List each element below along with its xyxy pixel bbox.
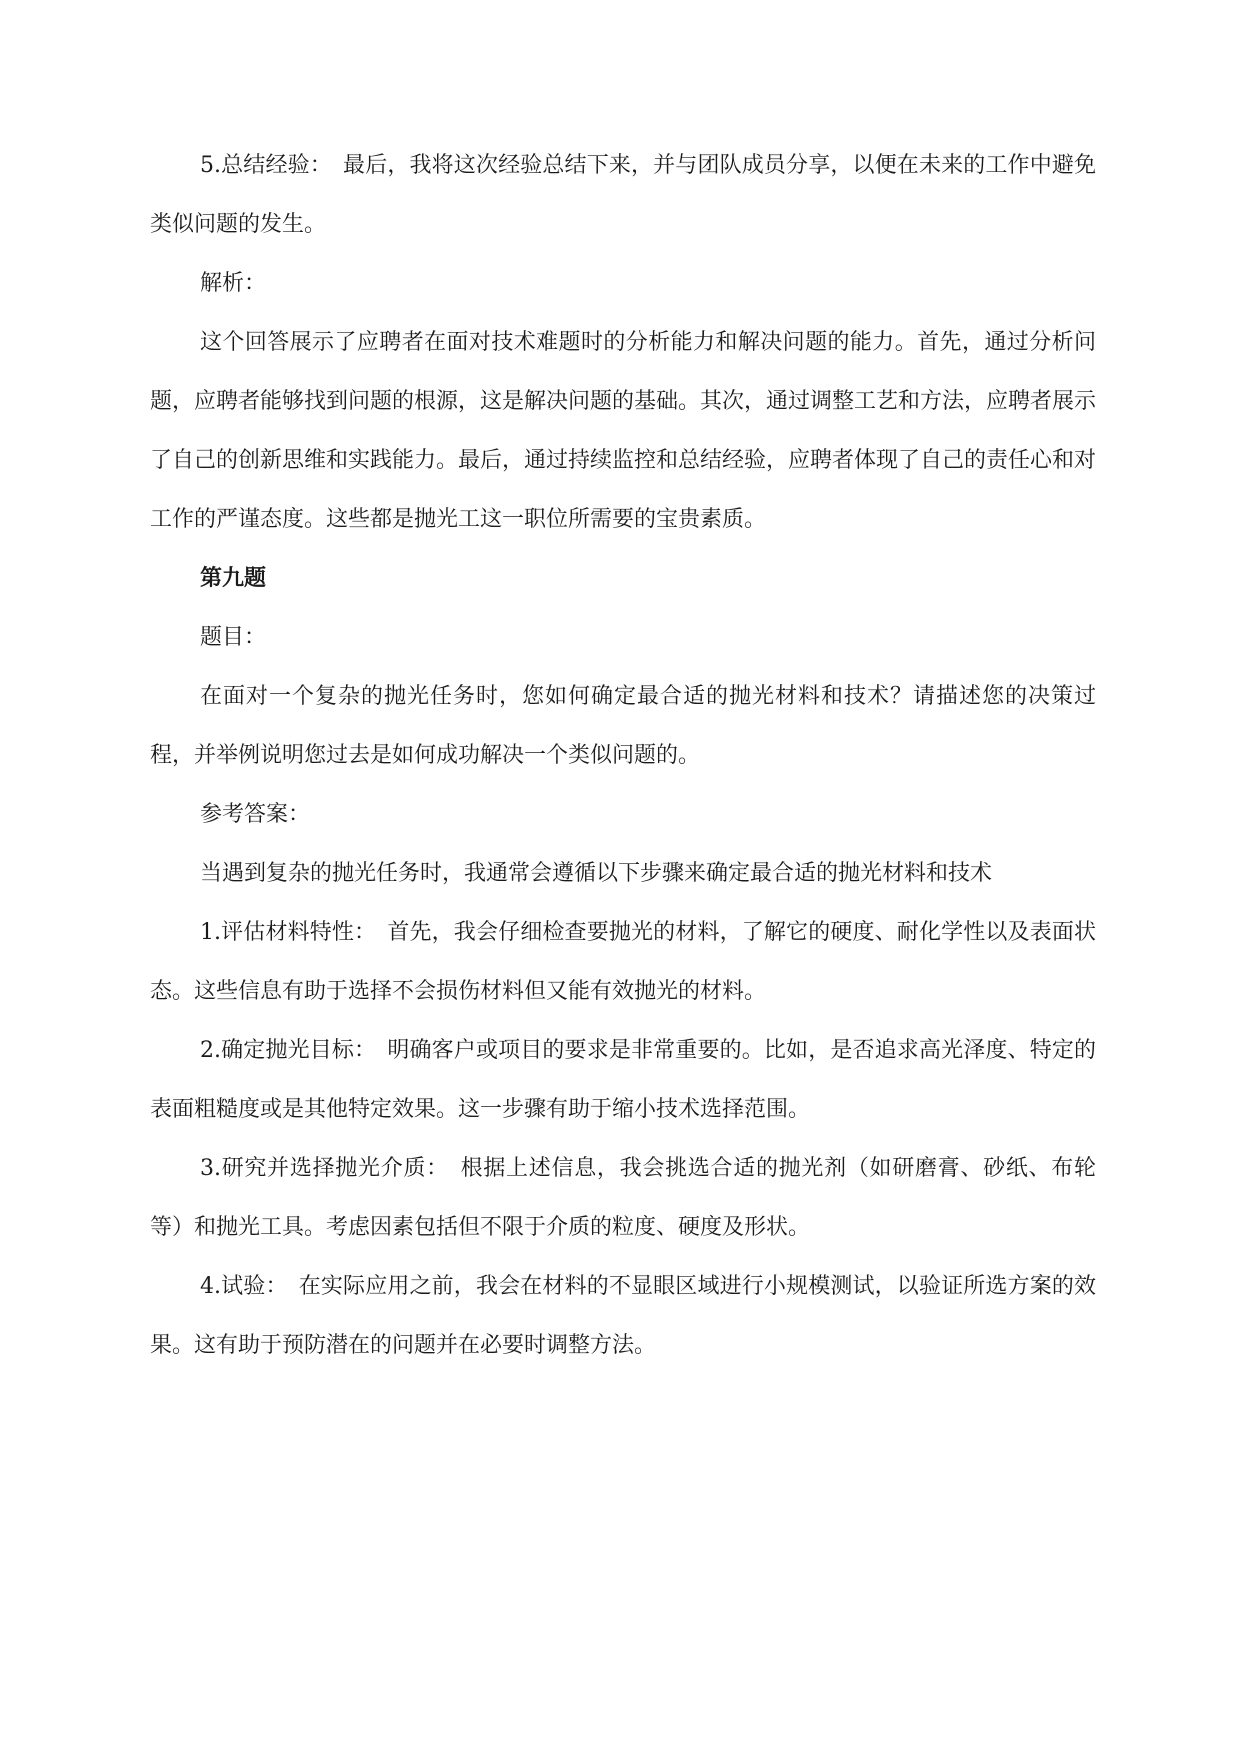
paragraph-step5-summary: 5.总结经验： 最后，我将这次经验总结下来，并与团队成员分享，以便在未来的工作中避免类似问题的发生。 [150, 153, 1096, 237]
paragraph-answer-label: 参考答案： [200, 802, 311, 827]
paragraph-step4: 4.试验： 在实际应用之前，我会在材料的不显眼区域进行小规模测试，以验证所选方案的效果。这有助于预防潜在的问题并在必要时调整方法。 [150, 1274, 1096, 1358]
paragraph-answer-intro: 当遇到复杂的抛光任务时，我通常会遵循以下步骤来确定最合适的抛光材料和技术 [200, 861, 993, 886]
paragraph-question-body: 在面对一个复杂的抛光任务时，您如何确定最合适的抛光材料和技术？请描述您的决策过程，并举例说明您过去是如何成功解决一个类似问题的。 [150, 684, 1096, 768]
paragraph-analysis-body: 这个回答展示了应聘者在面对技术难题时的分析能力和解决问题的能力。首先，通过分析问题，应聘者能够找到问题的根源，这是解决问题的基础。其次，通过调整工艺和方法，应聘者展示了自己的创新思维和实践能力。最后，通过持续监控和总结经验，应聘者体现了自己的责任心和对工作的严谨态度。这些都是抛光工这一职位所需要的宝贵素质。 [150, 330, 1097, 532]
paragraph-question-label: 题目： [200, 625, 267, 650]
document-body [150, 136, 1096, 1375]
paragraph-step2: 2.确定抛光目标： 明确客户或项目的要求是非常重要的。比如，是否追求高光泽度、特定的表面粗糙度或是其他特定效果。这一步骤有助于缩小技术选择范围。 [150, 1038, 1096, 1122]
paragraph-step3: 3.研究并选择抛光介质： 根据上述信息，我会挑选合适的抛光剂（如研磨膏、砂纸、布轮等）和抛光工具。考虑因素包括但不限于介质的粒度、硬度及形状。 [150, 1156, 1096, 1240]
section-heading-question-nine: 第九题 [200, 566, 267, 591]
paragraph-step1: 1.评估材料特性： 首先，我会仔细检查要抛光的材料，了解它的硬度、耐化学性以及表面状态。这些信息有助于选择不会损伤材料但又能有效抛光的材料。 [150, 920, 1096, 1004]
paragraph-analysis-label: 解析： [200, 271, 267, 296]
